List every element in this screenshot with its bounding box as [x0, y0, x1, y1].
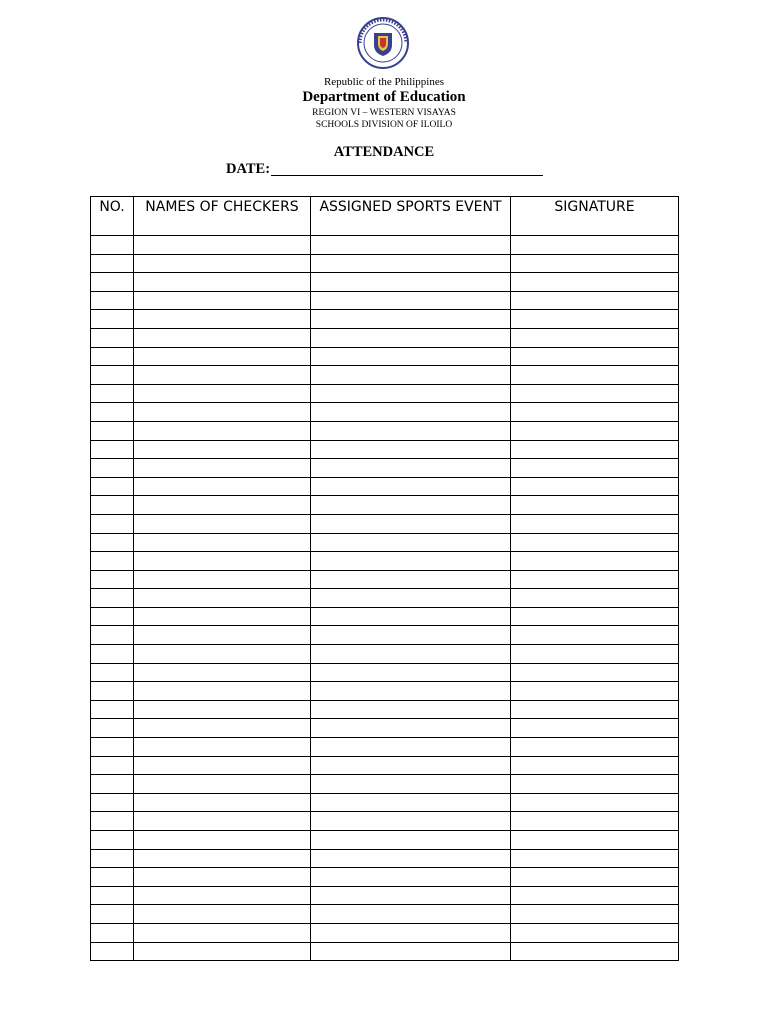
- table-row: [91, 273, 679, 292]
- cell-no[interactable]: [91, 384, 134, 403]
- cell-no[interactable]: [91, 236, 134, 255]
- cell-name[interactable]: [134, 923, 311, 942]
- cell-signature[interactable]: [511, 923, 679, 942]
- table-row: [91, 533, 679, 552]
- table-row: [91, 663, 679, 682]
- cell-no[interactable]: [91, 273, 134, 292]
- cell-signature[interactable]: [511, 440, 679, 459]
- cell-event[interactable]: [311, 310, 511, 329]
- cell-signature[interactable]: [511, 682, 679, 701]
- cell-no[interactable]: [91, 607, 134, 626]
- cell-event[interactable]: [311, 273, 511, 292]
- cell-no[interactable]: [91, 942, 134, 961]
- cell-name[interactable]: [134, 384, 311, 403]
- cell-name[interactable]: [134, 868, 311, 887]
- cell-event[interactable]: [311, 589, 511, 608]
- cell-signature[interactable]: [511, 552, 679, 571]
- cell-event[interactable]: [311, 868, 511, 887]
- cell-name[interactable]: [134, 310, 311, 329]
- division-line: SCHOOLS DIVISION OF ILOILO: [315, 120, 453, 130]
- col-header-names: NAMES OF CHECKERS: [134, 197, 311, 236]
- cell-signature[interactable]: [511, 403, 679, 422]
- cell-no[interactable]: [91, 682, 134, 701]
- table-row: [91, 626, 679, 645]
- cell-signature[interactable]: [511, 756, 679, 775]
- cell-no[interactable]: [91, 440, 134, 459]
- cell-event[interactable]: [311, 626, 511, 645]
- cell-name[interactable]: [134, 459, 311, 478]
- table-row: [91, 552, 679, 571]
- cell-name[interactable]: [134, 589, 311, 608]
- cell-event[interactable]: [311, 756, 511, 775]
- col-header-no: NO.: [91, 197, 134, 236]
- cell-event[interactable]: [311, 923, 511, 942]
- cell-no[interactable]: [91, 793, 134, 812]
- cell-event[interactable]: [311, 403, 511, 422]
- cell-signature[interactable]: [511, 849, 679, 868]
- table-row: [91, 700, 679, 719]
- cell-name[interactable]: [134, 496, 311, 515]
- cell-event[interactable]: [311, 607, 511, 626]
- cell-name[interactable]: [134, 552, 311, 571]
- cell-name[interactable]: [134, 645, 311, 664]
- table-row: [91, 682, 679, 701]
- table-row: [91, 886, 679, 905]
- cell-name[interactable]: [134, 514, 311, 533]
- cell-no[interactable]: [91, 886, 134, 905]
- cell-event[interactable]: [311, 440, 511, 459]
- date-label: DATE:: [226, 161, 271, 177]
- department-title: Department of Education: [302, 89, 466, 105]
- cell-event[interactable]: [311, 700, 511, 719]
- cell-name[interactable]: [134, 849, 311, 868]
- table-row: [91, 459, 679, 478]
- cell-no[interactable]: [91, 905, 134, 924]
- cell-name[interactable]: [134, 347, 311, 366]
- cell-no[interactable]: [91, 533, 134, 552]
- cell-event[interactable]: [311, 775, 511, 794]
- cell-signature[interactable]: [511, 514, 679, 533]
- table-row: [91, 477, 679, 496]
- table-row: [91, 384, 679, 403]
- cell-event[interactable]: [311, 719, 511, 738]
- table-row: [91, 905, 679, 924]
- cell-signature[interactable]: [511, 384, 679, 403]
- cell-signature[interactable]: [511, 645, 679, 664]
- cell-name[interactable]: [134, 793, 311, 812]
- cell-signature[interactable]: [511, 570, 679, 589]
- cell-name[interactable]: [134, 719, 311, 738]
- cell-signature[interactable]: [511, 459, 679, 478]
- cell-signature[interactable]: [511, 719, 679, 738]
- cell-event[interactable]: [311, 663, 511, 682]
- cell-no[interactable]: [91, 663, 134, 682]
- table-row: [91, 366, 679, 385]
- cell-name[interactable]: [134, 477, 311, 496]
- cell-no[interactable]: [91, 459, 134, 478]
- cell-no[interactable]: [91, 254, 134, 273]
- cell-event[interactable]: [311, 291, 511, 310]
- cell-name[interactable]: [134, 570, 311, 589]
- cell-no[interactable]: [91, 756, 134, 775]
- col-header-signature: SIGNATURE: [511, 197, 679, 236]
- cell-signature[interactable]: [511, 793, 679, 812]
- cell-no[interactable]: [91, 366, 134, 385]
- table-row: [91, 645, 679, 664]
- cell-event[interactable]: [311, 533, 511, 552]
- cell-signature[interactable]: [511, 254, 679, 273]
- cell-event[interactable]: [311, 459, 511, 478]
- table-row: [91, 812, 679, 831]
- cell-name[interactable]: [134, 421, 311, 440]
- cell-no[interactable]: [91, 570, 134, 589]
- cell-event[interactable]: [311, 347, 511, 366]
- table-row: [91, 254, 679, 273]
- cell-signature[interactable]: [511, 905, 679, 924]
- table-row: [91, 589, 679, 608]
- cell-event[interactable]: [311, 328, 511, 347]
- table-row: [91, 236, 679, 255]
- cell-name[interactable]: [134, 626, 311, 645]
- cell-event[interactable]: [311, 645, 511, 664]
- table-row: [91, 738, 679, 757]
- table-row: [91, 440, 679, 459]
- cell-no[interactable]: [91, 291, 134, 310]
- cell-signature[interactable]: [511, 477, 679, 496]
- cell-event[interactable]: [311, 886, 511, 905]
- table-row: [91, 421, 679, 440]
- table-header-row: [91, 197, 679, 236]
- cell-name[interactable]: [134, 273, 311, 292]
- cell-event[interactable]: [311, 738, 511, 757]
- cell-no[interactable]: [91, 775, 134, 794]
- form-title: ATTENDANCE: [333, 144, 435, 160]
- cell-name[interactable]: [134, 236, 311, 255]
- table-row: [91, 310, 679, 329]
- cell-event[interactable]: [311, 793, 511, 812]
- cell-name[interactable]: [134, 663, 311, 682]
- cell-signature[interactable]: [511, 273, 679, 292]
- cell-event[interactable]: [311, 514, 511, 533]
- cell-signature[interactable]: [511, 812, 679, 831]
- cell-signature[interactable]: [511, 310, 679, 329]
- cell-signature[interactable]: [511, 775, 679, 794]
- cell-event[interactable]: [311, 570, 511, 589]
- cell-event[interactable]: [311, 384, 511, 403]
- table-row: [91, 775, 679, 794]
- table-row: [91, 347, 679, 366]
- cell-event[interactable]: [311, 812, 511, 831]
- cell-name[interactable]: [134, 254, 311, 273]
- date-field[interactable]: [271, 175, 543, 176]
- cell-name[interactable]: [134, 533, 311, 552]
- table-row: [91, 831, 679, 850]
- cell-no[interactable]: [91, 552, 134, 571]
- cell-name[interactable]: [134, 831, 311, 850]
- cell-no[interactable]: [91, 923, 134, 942]
- table-row: [91, 570, 679, 589]
- cell-no[interactable]: [91, 347, 134, 366]
- cell-name[interactable]: [134, 942, 311, 961]
- table-row: [91, 328, 679, 347]
- cell-name[interactable]: [134, 812, 311, 831]
- cell-no[interactable]: [91, 496, 134, 515]
- cell-event[interactable]: [311, 366, 511, 385]
- cell-no[interactable]: [91, 849, 134, 868]
- cell-name[interactable]: [134, 328, 311, 347]
- cell-signature[interactable]: [511, 421, 679, 440]
- cell-no[interactable]: [91, 328, 134, 347]
- cell-name[interactable]: [134, 775, 311, 794]
- cell-name[interactable]: [134, 607, 311, 626]
- cell-signature[interactable]: [511, 347, 679, 366]
- cell-no[interactable]: [91, 719, 134, 738]
- cell-signature[interactable]: [511, 626, 679, 645]
- cell-event[interactable]: [311, 552, 511, 571]
- cell-event[interactable]: [311, 496, 511, 515]
- table-row: [91, 719, 679, 738]
- cell-event[interactable]: [311, 254, 511, 273]
- cell-event[interactable]: [311, 682, 511, 701]
- table-row: [91, 756, 679, 775]
- cell-signature[interactable]: [511, 496, 679, 515]
- cell-signature[interactable]: [511, 589, 679, 608]
- cell-no[interactable]: [91, 403, 134, 422]
- table-row: [91, 291, 679, 310]
- cell-name[interactable]: [134, 700, 311, 719]
- cell-no[interactable]: [91, 421, 134, 440]
- cell-no[interactable]: [91, 477, 134, 496]
- cell-no[interactable]: [91, 831, 134, 850]
- cell-signature[interactable]: [511, 868, 679, 887]
- cell-no[interactable]: [91, 868, 134, 887]
- cell-name[interactable]: [134, 366, 311, 385]
- cell-signature[interactable]: [511, 607, 679, 626]
- cell-no[interactable]: [91, 812, 134, 831]
- region-line: REGION VI – WESTERN VISAYAS: [312, 108, 456, 118]
- cell-no[interactable]: [91, 589, 134, 608]
- cell-no[interactable]: [91, 645, 134, 664]
- cell-signature[interactable]: [511, 831, 679, 850]
- table-row: [91, 496, 679, 515]
- table-body: [91, 236, 679, 961]
- cell-no[interactable]: [91, 700, 134, 719]
- cell-name[interactable]: [134, 905, 311, 924]
- col-header-event: ASSIGNED SPORTS EVENT: [311, 197, 511, 236]
- cell-event[interactable]: [311, 849, 511, 868]
- cell-name[interactable]: [134, 682, 311, 701]
- cell-name[interactable]: [134, 738, 311, 757]
- cell-signature[interactable]: [511, 700, 679, 719]
- cell-event[interactable]: [311, 831, 511, 850]
- cell-name[interactable]: [134, 886, 311, 905]
- table-row: [91, 403, 679, 422]
- cell-signature[interactable]: [511, 663, 679, 682]
- republic-line: Republic of the Philippines: [323, 76, 445, 88]
- cell-signature[interactable]: [511, 236, 679, 255]
- table-row: [91, 514, 679, 533]
- cell-name[interactable]: [134, 756, 311, 775]
- table-row: [91, 868, 679, 887]
- cell-signature[interactable]: [511, 886, 679, 905]
- cell-event[interactable]: [311, 942, 511, 961]
- cell-signature[interactable]: [511, 366, 679, 385]
- cell-signature[interactable]: [511, 738, 679, 757]
- cell-signature[interactable]: [511, 328, 679, 347]
- attendance-table: [90, 196, 679, 961]
- cell-name[interactable]: [134, 291, 311, 310]
- table-row: [91, 849, 679, 868]
- cell-no[interactable]: [91, 738, 134, 757]
- cell-event[interactable]: [311, 236, 511, 255]
- cell-signature[interactable]: [511, 291, 679, 310]
- cell-name[interactable]: [134, 403, 311, 422]
- deped-seal-icon: [354, 16, 412, 70]
- cell-signature[interactable]: [511, 533, 679, 552]
- cell-no[interactable]: [91, 626, 134, 645]
- cell-event[interactable]: [311, 905, 511, 924]
- table-row: [91, 793, 679, 812]
- cell-no[interactable]: [91, 514, 134, 533]
- cell-event[interactable]: [311, 477, 511, 496]
- table-row: [91, 923, 679, 942]
- cell-no[interactable]: [91, 310, 134, 329]
- table-row: [91, 607, 679, 626]
- cell-signature[interactable]: [511, 942, 679, 961]
- cell-name[interactable]: [134, 440, 311, 459]
- cell-event[interactable]: [311, 421, 511, 440]
- table-row: [91, 942, 679, 961]
